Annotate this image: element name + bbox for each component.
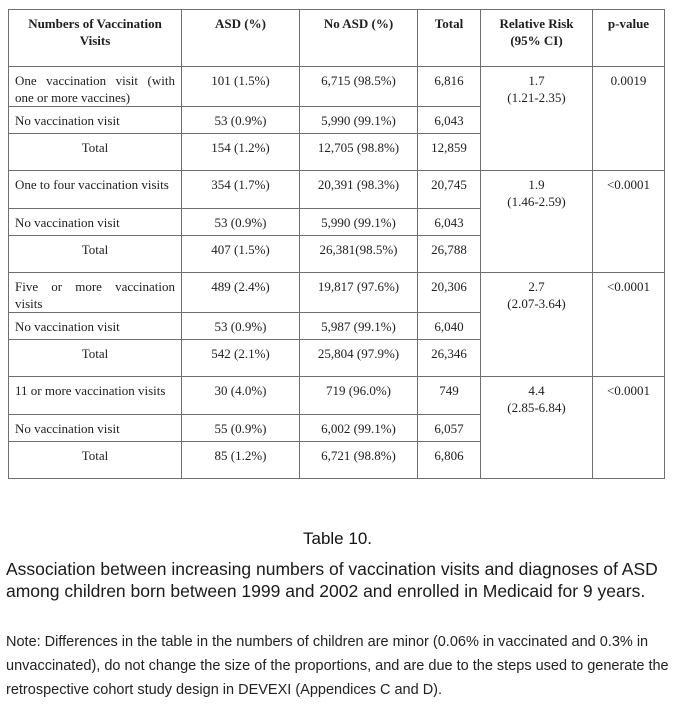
row-label: Total [9,442,182,479]
asd-cell: 55 (0.9%) [182,415,300,442]
confidence-interval: (1.21-2.35) [507,90,566,105]
no-asd-cell: 6,721 (98.8%) [300,442,418,479]
p-value-cell: <0.0001 [593,273,665,377]
no-asd-cell: 5,987 (99.1%) [300,313,418,340]
table-row [9,273,665,313]
relative-risk-cell [481,377,593,479]
asd-cell: 101 (1.5%) [182,67,300,107]
total-cell: 6,043 [418,209,481,236]
vaccination-asd-table [8,9,665,479]
total-cell: 6,057 [418,415,481,442]
row-label: 11 or more vaccination visits [9,377,182,415]
asd-cell: 354 (1.7%) [182,171,300,209]
relative-risk-value: 1.7 [528,73,545,88]
row-label: One vaccination visit (with one or more vaccines) [9,67,182,107]
total-cell: 12,859 [418,134,481,171]
relative-risk-cell [481,67,593,171]
header-relative-risk: Relative Risk (95% CI) [481,10,593,67]
header-no-asd: No ASD (%) [300,10,418,67]
total-cell: 6,806 [418,442,481,479]
row-label: No vaccination visit [9,209,182,236]
total-cell: 749 [418,377,481,415]
row-label: No vaccination visit [9,415,182,442]
asd-cell: 53 (0.9%) [182,313,300,340]
header-asd: ASD (%) [182,10,300,67]
table-row [9,377,665,415]
no-asd-cell: 12,705 (98.8%) [300,134,418,171]
p-value-cell: <0.0001 [593,377,665,479]
p-value-cell: 0.0019 [593,67,665,171]
asd-cell: 489 (2.4%) [182,273,300,313]
no-asd-cell: 5,990 (99.1%) [300,209,418,236]
total-cell: 6,816 [418,67,481,107]
asd-cell: 53 (0.9%) [182,209,300,236]
total-cell: 26,346 [418,340,481,377]
total-cell: 20,745 [418,171,481,209]
no-asd-cell: 25,804 (97.9%) [300,340,418,377]
no-asd-cell: 20,391 (98.3%) [300,171,418,209]
asd-cell: 30 (4.0%) [182,377,300,415]
no-asd-cell: 26,381(98.5%) [300,236,418,273]
relative-risk-value: 1.9 [528,177,545,192]
total-cell: 20,306 [418,273,481,313]
confidence-interval: (2.85-6.84) [507,400,566,415]
row-label: No vaccination visit [9,313,182,340]
table-row [9,171,665,209]
relative-risk-value: 4.4 [528,383,545,398]
row-label: Total [9,236,182,273]
no-asd-cell: 719 (96.0%) [300,377,418,415]
p-value-cell: <0.0001 [593,171,665,273]
total-cell: 26,788 [418,236,481,273]
row-label: Total [9,134,182,171]
table-note: Note: Differences in the table in the numbers of children are minor (0.06% in vaccinated and 0.3% in unvaccinated), do not change the size of the proportions, and are due to the steps used to generate the retrospective cohort study design in DEVEXI (Appendices C and D). [6,634,669,698]
no-asd-cell: 6,002 (99.1%) [300,415,418,442]
table-row [9,67,665,107]
no-asd-cell: 6,715 (98.5%) [300,67,418,107]
header-total: Total [418,10,481,67]
header-p-value: p-value [593,10,665,67]
table-header-row [9,10,665,67]
no-asd-cell: 19,817 (97.6%) [300,273,418,313]
asd-cell: 407 (1.5%) [182,236,300,273]
no-asd-cell: 5,990 (99.1%) [300,107,418,134]
row-label: One to four vaccination visits [9,171,182,209]
relative-risk-cell [481,273,593,377]
table-description: Association between increasing numbers of vaccination visits and diagnoses of ASD among children born between 1999 and 2002 and enrolled in Medicaid for 9 years. [6,559,658,601]
row-label: Total [9,340,182,377]
row-label: Five or more vaccination visits [9,273,182,313]
asd-cell: 542 (2.1%) [182,340,300,377]
table-caption: Table 10. [303,529,372,548]
asd-cell: 85 (1.2%) [182,442,300,479]
confidence-interval: (1.46-2.59) [507,194,566,209]
relative-risk-cell [481,171,593,273]
row-label: No vaccination visit [9,107,182,134]
asd-cell: 154 (1.2%) [182,134,300,171]
total-cell: 6,043 [418,107,481,134]
relative-risk-value: 2.7 [528,279,545,294]
confidence-interval: (2.07-3.64) [507,296,566,311]
header-vaccination-visits: Numbers of Vaccination Visits [9,10,182,67]
asd-cell: 53 (0.9%) [182,107,300,134]
total-cell: 6,040 [418,313,481,340]
